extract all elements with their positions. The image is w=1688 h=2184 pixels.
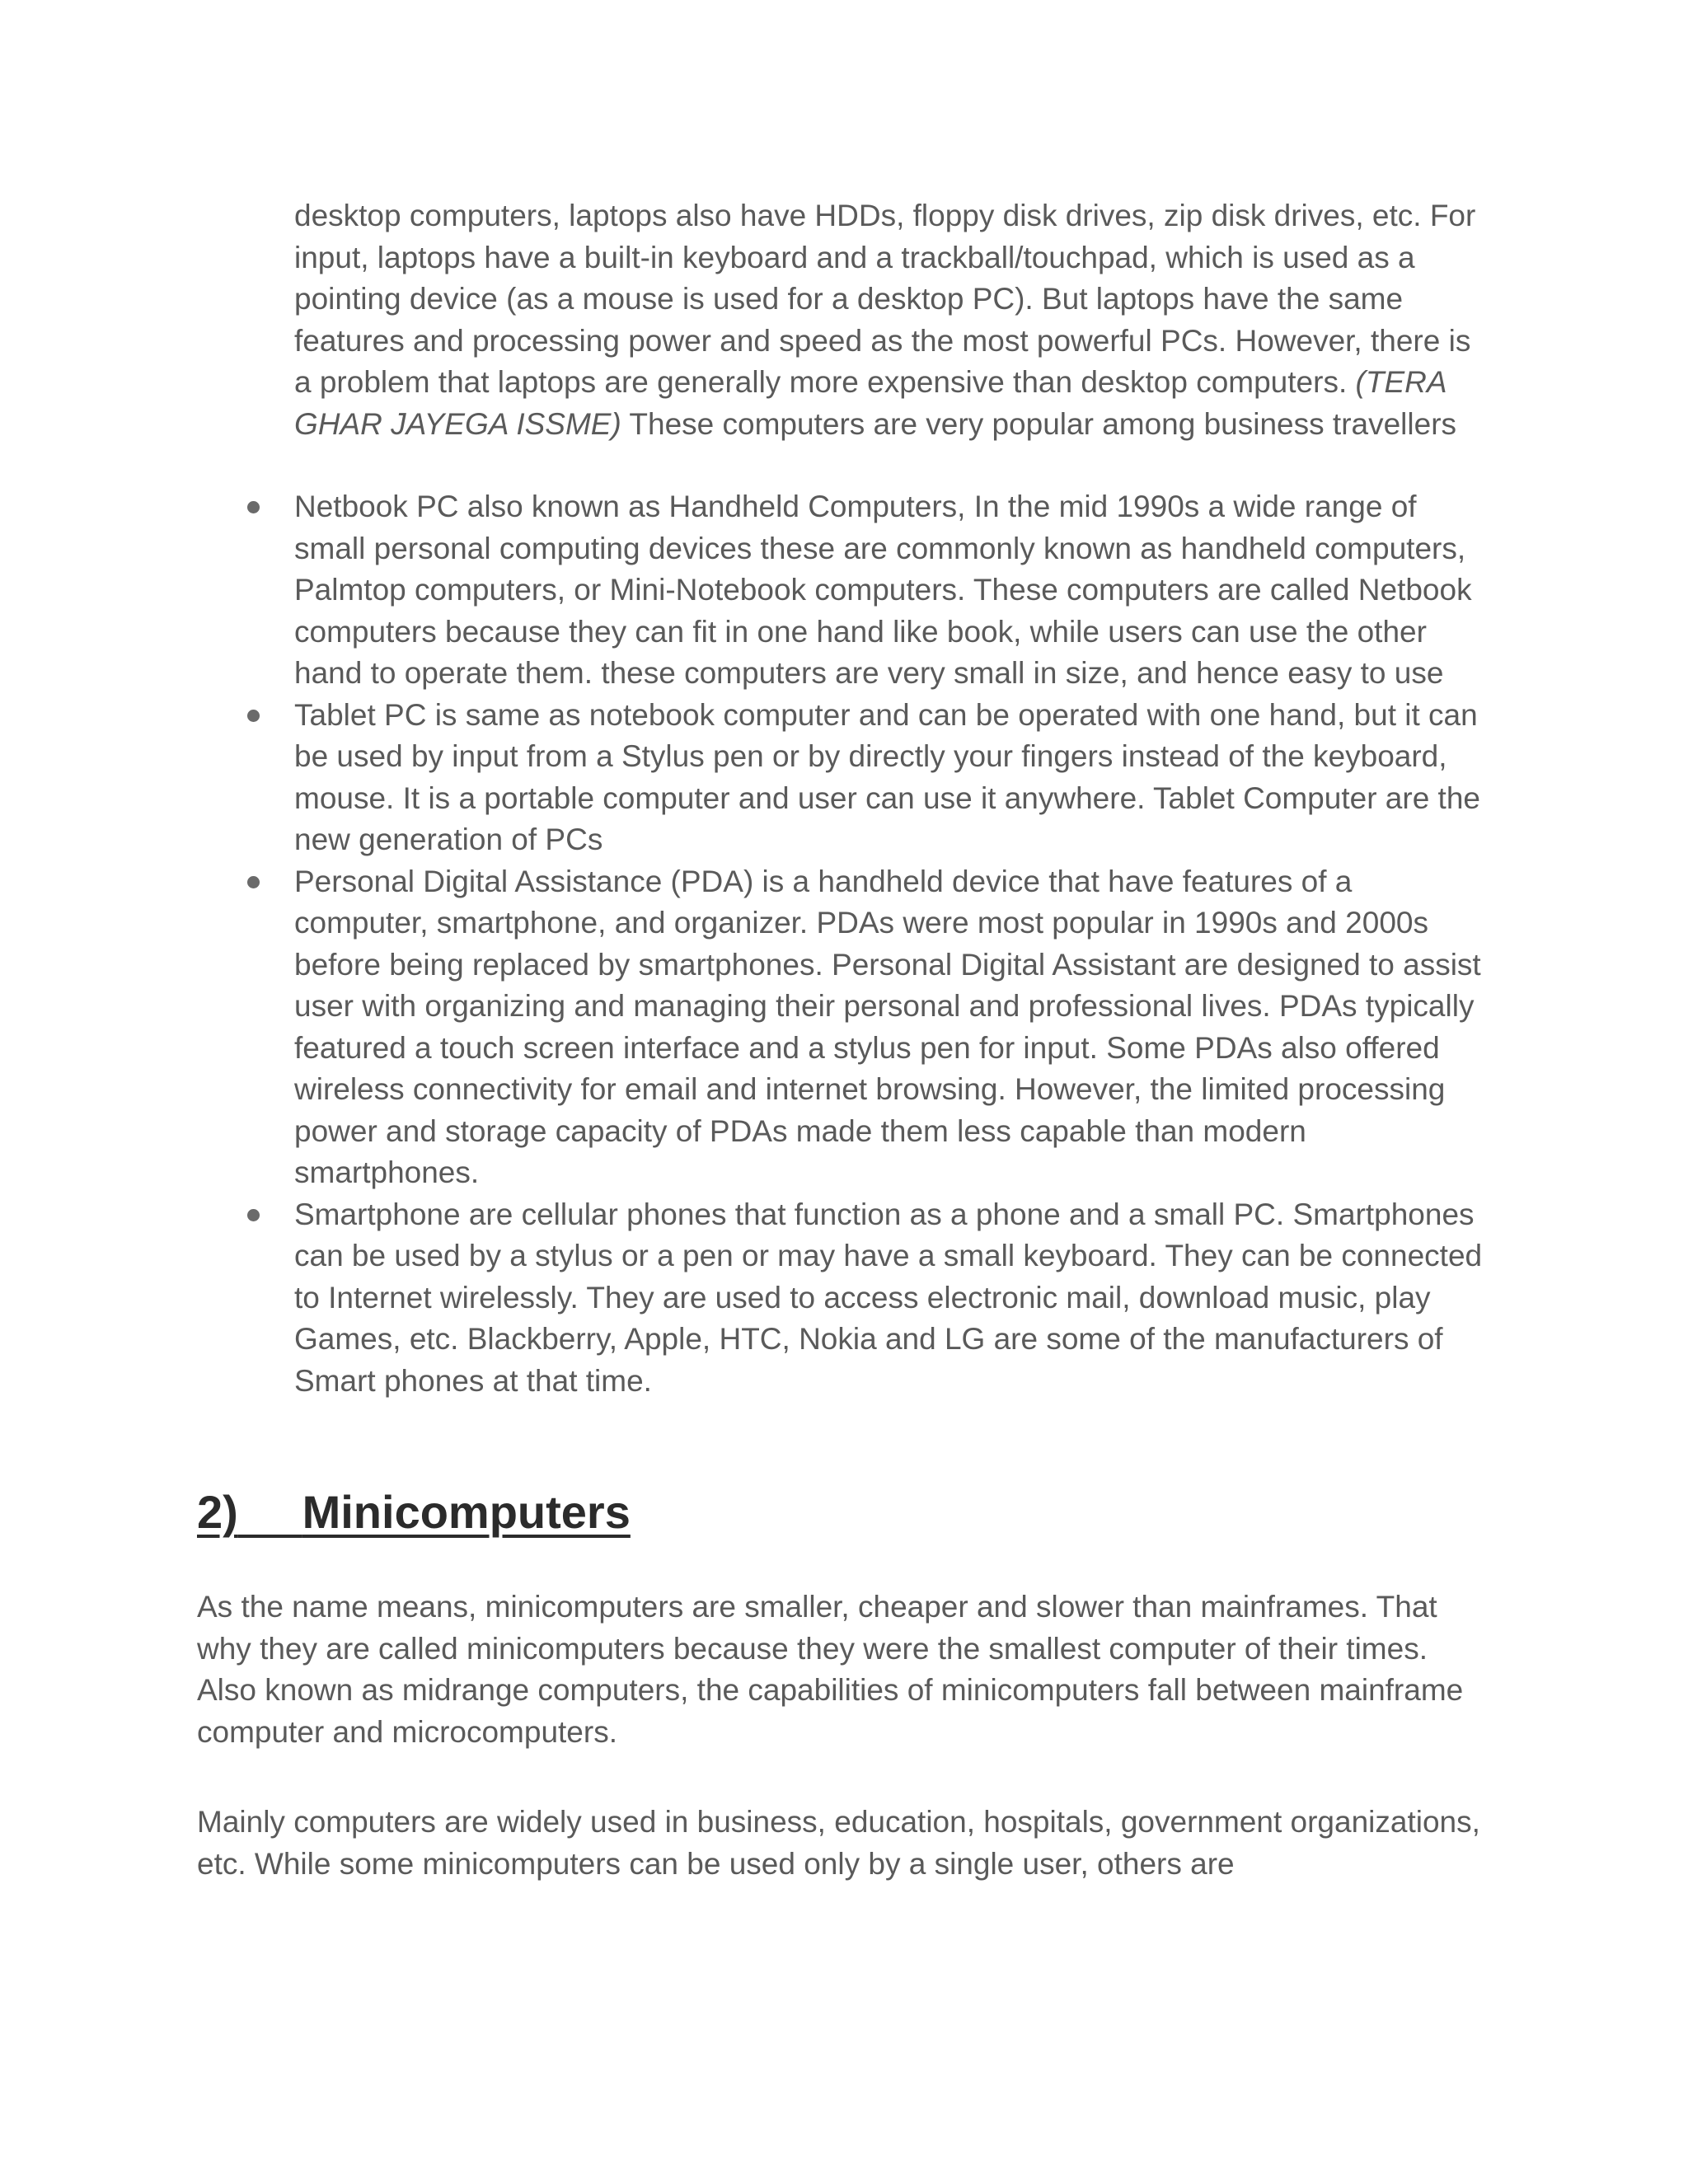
list-item-text: Tablet PC is same as notebook computer and can be operated with one hand, but it can be used by input from a Stylus pen or by directly your fingers instead of the keyboard, mouse. It is a portable computer and user can use it anywhere. Tablet Computer are the new generation of PCs [294,697,1480,856]
section-number: 2) [197,1486,238,1538]
list-item-tablet [294,695,1489,861]
laptop-paragraph-continuation [294,195,1489,445]
device-bullet-list [294,486,1489,1402]
bullet-icon [247,1209,260,1221]
intro-italic-note: (TERA GHAR JAYEGA ISSME) [294,365,1447,441]
section-title: Minicomputers [302,1486,631,1538]
minicomputers-paragraph-1: As the name means, minicomputers are smaller, cheaper and slower than mainframes. That why they are called minicomputers because they were the smallest computer of their times. Also known as midrange computers, the capabilities of minicomputers fall between mainframe computer and microcomputers. [197,1590,1464,1749]
list-item-smartphone [294,1194,1489,1403]
intro-text-start: desktop computers, laptops also have HDDs, floppy disk drives, zip disk drives, etc. For input, laptops have a built-in keyboard and a trackball/touchpad, which is used as a pointing device (as a mouse is used for a desktop PC). But laptops have the same features and processing power and speed as the most powerful PCs. However, there is a problem that laptops are generally more expensive than desktop computers. [294,199,1476,399]
section-heading [197,1483,631,1541]
minicomputers-paragraph-2: Mainly computers are widely used in business, education, hospitals, government organizations, etc. While some minicomputers can be used only by a single user, others are [197,1805,1480,1881]
list-item-text: Netbook PC also known as Handheld Computers, In the mid 1990s a wide range of small personal computing devices these are commonly known as handheld computers, Palmtop computers, or Mini-Notebook computers. These computers are called Netbook computers because they can fit in one hand like book, while users can use the other hand to operate them. these computers are very small in size, and hence easy to use [294,490,1472,690]
list-item-text: Personal Digital Assistance (PDA) is a handheld device that have features of a computer, smartphone, and organizer. PDAs were most popular in 1990s and 2000s before being replaced by smartphones. Personal Digital Assistant are designed to assist user with organizing and managing their personal and professional lives. PDAs typically featured a touch screen interface and a stylus pen for input. Some PDAs also offered wireless connectivity for email and internet browsing. However, the limited processing power and storage capacity of PDAs made them less capable than modern smartphones. [294,864,1481,1189]
list-item-netbook [294,486,1489,695]
bullet-icon [247,876,260,888]
intro-text-end: These computers are very popular among business travellers [629,406,1457,441]
bullet-icon [247,501,260,513]
list-item-text: Smartphone are cellular phones that function as a phone and a small PC. Smartphones can be used by a stylus or a pen or may have a small keyboard. They can be connected to Internet wirelessly. They are used to access electronic mail, download music, play Games, etc. Blackberry, Apple, HTC, Nokia and LG are some of the manufacturers of Smart phones at that time. [294,1197,1483,1398]
list-item-pda [294,861,1489,1194]
bullet-icon [247,710,260,722]
